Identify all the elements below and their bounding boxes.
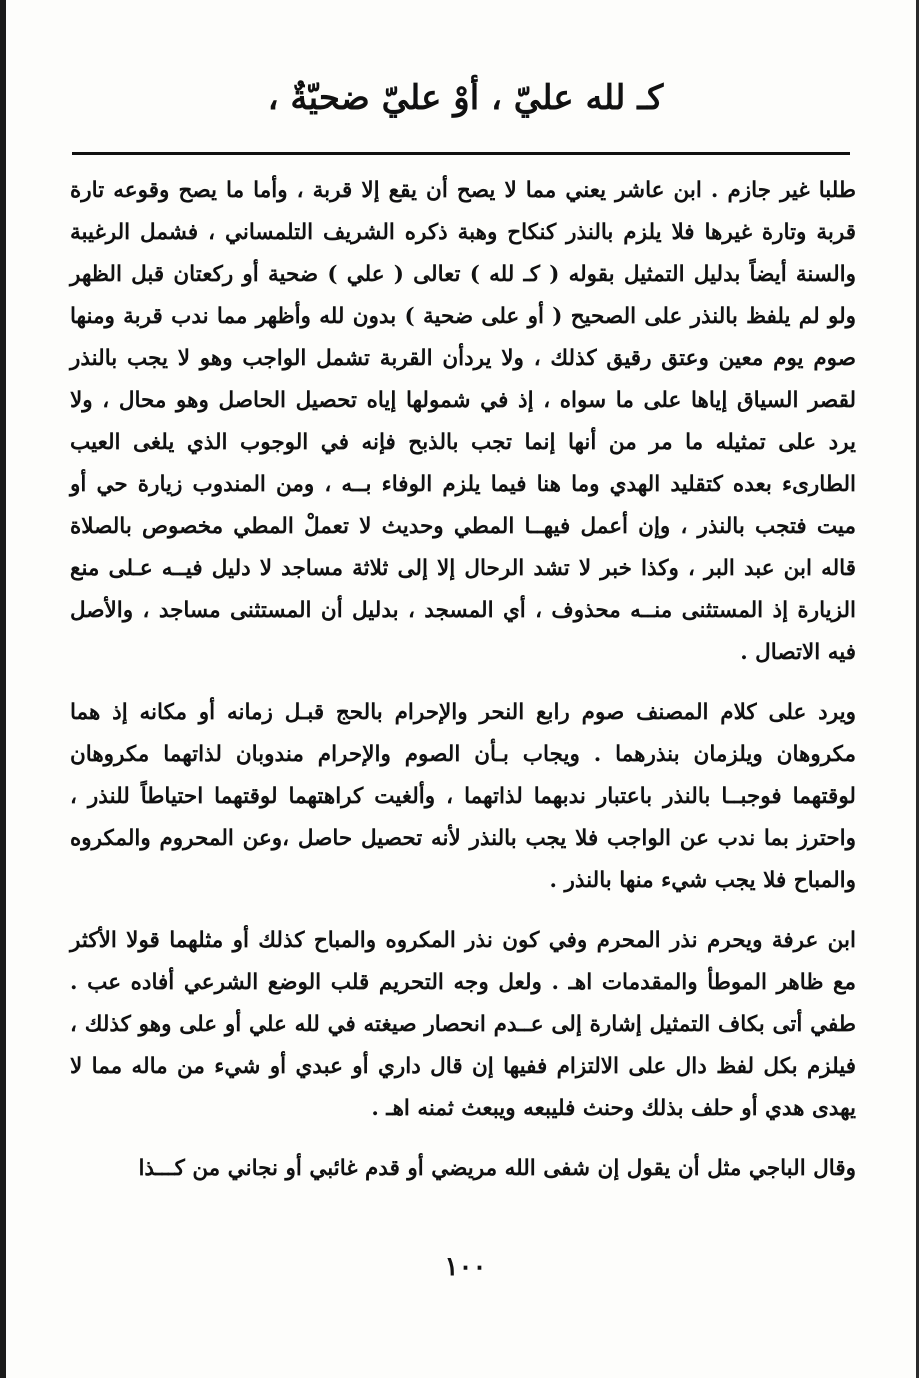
paragraph-3: ابن عرفة ويحرم نذر المحرم وفي كون نذر المكروه والمباح كذلك أو مثلهما قولا الأكثر مع ظاهر الموطأ والمقدمات اهـ . ولعل وجه التحريم قلب الوضع الشرعي أفاده عب . طفي أتى بكاف التمثيل إشارة إلى عــدم انحصار صيغته في لله علي أو على وهو كذلك ، فيلزم بكل لفظ دال على الالتزام ففيها إن قال داري أو عبدي أو شيء من ماله مما لا يهدى هدي أو حلف بذلك وحنث فليبعه ويبعث ثمنه اهـ . [70, 928, 856, 1121]
paragraph-4: وقال الباجي مثل أن يقول إن شفى الله مريضي أو قدم غائبي أو نجاني من كـــذا [138, 1156, 856, 1181]
page-heading: كـ لله عليّ ، أوْ عليّ ضحيّةٌ ، [267, 78, 664, 118]
page-number: ١٠٠ [444, 1252, 487, 1282]
paragraph-1: طلبا غير جازم . ابن عاشر يعني مما لا يصح أن يقع إلا قربة ، وأما ما يصح وقوعه تارة قربة وتارة غيرها فلا يلزم بالنذر كنكاح وهبة ذكره الشريف التلمساني ، فشمل الرغيبة والسنة أيضاً بدليل التمثيل بقوله ( كـ لله ) تعالى ( علي ) ضحية أو ركعتان قبل الظهر ولو لم يلفظ بالنذر على الصحيح ( أو على ضحية ) بدون لله وأظهر مما ندب قربة ومنها صوم يوم معين وعتق رقيق كذلك ، ولا يردأن القربة تشمل الواجب وهو لا يجب بالنذر لقصر السياق إياها على ما سواه ، إذ في شمولها إياه تحصيل الحاصل وهو محال ، ولا يرد على تمثيله ما مر من أنها إنما تجب بالذبح فإنه في الوجوب الذي يلغى العيب الطارىء بعده كتقليد الهدي وما هنا فيما يلزم الوفاء بــه ، ومن المندوب زيارة حي أو ميت فتجب بالنذر ، وإن أعمل فيهــا المطي وحديث لا تعملْ المطي مخصوص بالصلاة قاله ابن عبد البر ، وكذا خبر لا تشد الرحال إلا إلى ثلاثة مساجد لا دليل فيــه عـلى منع الزيارة إذ المستثنى منــه محذوف ، أي المسجد ، بدليل أن المستثنى مساجد ، والأصل فيه الاتصال . [70, 178, 856, 665]
page-body [70, 170, 856, 1190]
paragraph-2: ويرد على كلام المصنف صوم رابع النحر والإحرام بالحج قبـل زمانه أو مكانه إذ هما مكروهان ويلزمان بنذرهما . ويجاب بـأن الصوم والإحرام مندوبان لذاتهما مكروهان لوقتهما فوجبــا بالنذر باعتبار ندبهما لذاتهما ، وألغيت كراهتهما لوقتهما احتياطاً للنذر ، واحترز بما ندب عن الواجب فلا يجب بالنذر لأنه تحصيل حاصل ،وعن المحروم والمكروه والمباح فلا يجب شيء منها بالنذر . [70, 700, 856, 893]
heading-divider [72, 152, 850, 155]
